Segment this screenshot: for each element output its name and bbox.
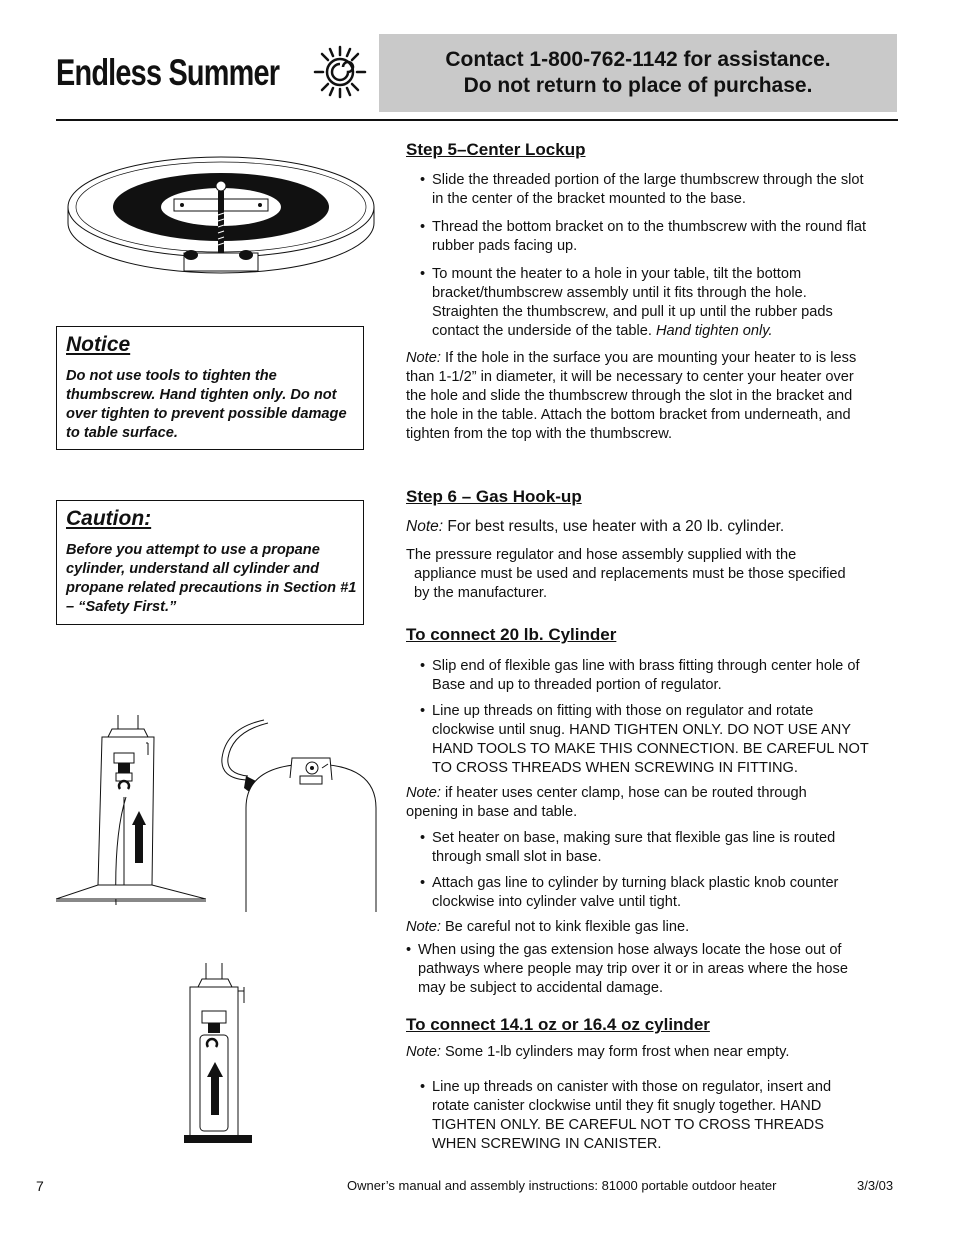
connect20-note-2 — [406, 918, 906, 937]
brand-logo-text: Endless Summer — [56, 52, 280, 93]
connect20-bullet-2-line-2: clockwise until snug. HAND TIGHTEN ONLY. DO NOT USE ANY — [432, 722, 852, 738]
note-label: Note: — [406, 518, 444, 535]
connect20-note-2-text: Be careful not to kink flexible gas line. — [440, 919, 690, 935]
notice-title: Notice — [66, 333, 131, 356]
caution-title: Caution: — [66, 507, 152, 530]
bullet-marker: • — [420, 658, 426, 674]
step5-bullet-1-line-1: Slide the threaded portion of the large thumbscrew through the slot — [432, 172, 864, 188]
connect20-bullet-5-line-3: may be subject to accidental damage. — [418, 980, 663, 996]
step5-bullet-1-line-2: in the center of the bracket mounted to the base. — [432, 191, 746, 207]
caution-box — [56, 500, 364, 625]
connect20-bullet-2-line-1: Line up threads on fitting with those on regulator and rotate — [432, 703, 814, 719]
step5-note-line-2: than 1-1/2” in diameter, it will be necessary to center your heater over — [406, 369, 854, 385]
step6-heading: Step 6 – Gas Hook-up — [406, 487, 582, 506]
note-label: Note: — [406, 1044, 441, 1060]
note-label: Note: — [406, 919, 441, 935]
step6-paragraph-line-3: by the manufacturer. — [414, 585, 548, 601]
connect20-bullet-2-line-3: HAND TOOLS TO MAKE THIS CONNECTION. BE CAREFUL NOT — [432, 741, 869, 757]
step6-paragraph — [406, 546, 906, 603]
note-label: Note: — [406, 785, 441, 801]
step6-note — [406, 517, 784, 536]
small-cylinder-illustration — [184, 963, 252, 1145]
step5-bullet-3-line-2: bracket/thumbscrew assembly until it fits through the hole. — [432, 285, 807, 301]
heater-hose-illustration — [56, 715, 206, 911]
step6-note-text: For best results, use heater with a 20 lb. cylinder. — [443, 518, 785, 535]
connect-small-cylinder-heading: To connect 14.1 oz or 16.4 oz cylinder — [406, 1015, 710, 1034]
step5-bullet-2-line-1: Thread the bottom bracket on to the thumbscrew with the round flat — [432, 219, 866, 235]
step5-note-line-4: the hole in the table. Attach the bottom bracket from underneath, and — [406, 407, 851, 423]
header-divider — [56, 119, 898, 121]
step5-note-line-1: If the hole in the surface you are mounting your heater to is less — [440, 350, 857, 366]
bullet-marker: • — [420, 703, 426, 719]
step5-bullet-3-line-4: contact the underside of the table. — [432, 323, 656, 339]
connect20-bullet-4 — [420, 874, 900, 912]
bullet-marker: • — [406, 942, 412, 958]
connect14-note — [406, 1043, 906, 1062]
sun-logo-icon — [312, 44, 368, 100]
step6-paragraph-line-1: The pressure regulator and hose assembly supplied with the — [406, 547, 797, 563]
connect20-bullet-3 — [420, 829, 900, 867]
footer-date: 3/3/03 — [857, 1178, 894, 1193]
connect20-note-1-line-2: opening in base and table. — [406, 804, 578, 820]
base-lockup-illustration — [66, 135, 376, 280]
footer-title: Owner’s manual and assembly instructions: 81000 portable outdoor heater — [347, 1178, 777, 1193]
step5-bullet-3-line-3: Straighten the thumbscrew, and pull it up until the rubber pads — [432, 304, 833, 320]
bullet-marker: • — [420, 219, 426, 235]
step5-bullet-1 — [420, 171, 900, 209]
connect20-bullet-1 — [420, 657, 900, 695]
step5-note-line-3: the hole and slide the thumbscrew through the slot in the bracket and — [406, 388, 853, 404]
connect14-bullet-1 — [420, 1078, 900, 1154]
connect20-bullet-1-line-2: Base and up to threaded portion of regulator. — [432, 677, 722, 693]
bullet-marker: • — [420, 875, 426, 891]
connect20-bullet-4-line-1: Attach gas line to cylinder by turning black plastic knob counter — [432, 875, 839, 891]
connect20-bullet-3-line-2: through small slot in base. — [432, 849, 602, 865]
connect20-bullet-2 — [420, 702, 900, 778]
step5-bullet-3-line-1: To mount the heater to a hole in your table, tilt the bottom — [432, 266, 802, 282]
bullet-marker: • — [420, 1079, 426, 1095]
contact-line-2: Do not return to place of purchase. — [463, 74, 813, 97]
connect20-note-1-line-1: if heater uses center clamp, hose can be routed through — [440, 785, 807, 801]
connect-20lb-heading: To connect 20 lb. Cylinder — [406, 625, 617, 644]
caution-body: Before you attempt to use a propane cylinder, understand all cylinder and propane related precautions in Section #1 – “Safety First.” — [66, 542, 357, 615]
page-number: 7 — [36, 1178, 44, 1194]
step6-paragraph-line-2: appliance must be used and replacements must be those specified — [414, 566, 846, 582]
connect20-note-1 — [406, 784, 906, 822]
notice-box — [56, 326, 364, 450]
step5-note — [406, 349, 906, 444]
contact-banner — [379, 34, 897, 112]
note-label: Note: — [406, 350, 441, 366]
connect14-bullet-1-line-1: Line up threads on canister with those on regulator, insert and — [432, 1079, 832, 1095]
connect20-bullet-5 — [406, 941, 906, 998]
notice-body: Do not use tools to tighten the thumbscrew. Hand tighten only. Do not over tighten to prevent possible damage to table surface. — [66, 368, 347, 441]
connect20-bullet-3-line-1: Set heater on base, making sure that flexible gas line is routed — [432, 830, 836, 846]
step5-bullet-2 — [420, 218, 910, 256]
connect14-bullet-1-line-4: WHEN SCREWING IN CANISTER. — [432, 1136, 662, 1152]
contact-line-1: Contact 1-800-762-1142 for assistance. — [445, 48, 831, 71]
bullet-marker: • — [420, 266, 426, 282]
connect20-bullet-1-line-1: Slip end of flexible gas line with brass fitting through center hole of — [432, 658, 860, 674]
connect20-bullet-2-line-4: TO CROSS THREADS WHEN SCREWING IN FITTING. — [432, 760, 798, 776]
hand-tighten-emphasis: Hand tighten only. — [655, 323, 773, 339]
step5-bullet-2-line-2: rubber pads facing up. — [432, 238, 578, 254]
connect14-bullet-1-line-3: TIGHTEN ONLY. BE CAREFUL NOT TO CROSS THREADS — [432, 1117, 824, 1133]
connect20-bullet-5-line-1: When using the gas extension hose always locate the hose out of — [418, 942, 842, 958]
connect14-bullet-1-line-2: rotate canister clockwise until they fit snugly together. HAND — [432, 1098, 822, 1114]
step5-heading: Step 5–Center Lockup — [406, 140, 586, 159]
step5-note-line-5: tighten from the top with the thumbscrew. — [406, 426, 673, 442]
connect20-bullet-5-line-2: pathways where people may trip over it or in areas where the hose — [418, 961, 848, 977]
propane-tank-illustration — [216, 718, 378, 912]
connect14-note-text: Some 1-lb cylinders may form frost when near empty. — [440, 1044, 790, 1060]
connect20-bullet-4-line-2: clockwise into cylinder valve until tight. — [432, 894, 682, 910]
bullet-marker: • — [420, 172, 426, 188]
step5-bullet-3 — [420, 265, 900, 341]
bullet-marker: • — [420, 830, 426, 846]
